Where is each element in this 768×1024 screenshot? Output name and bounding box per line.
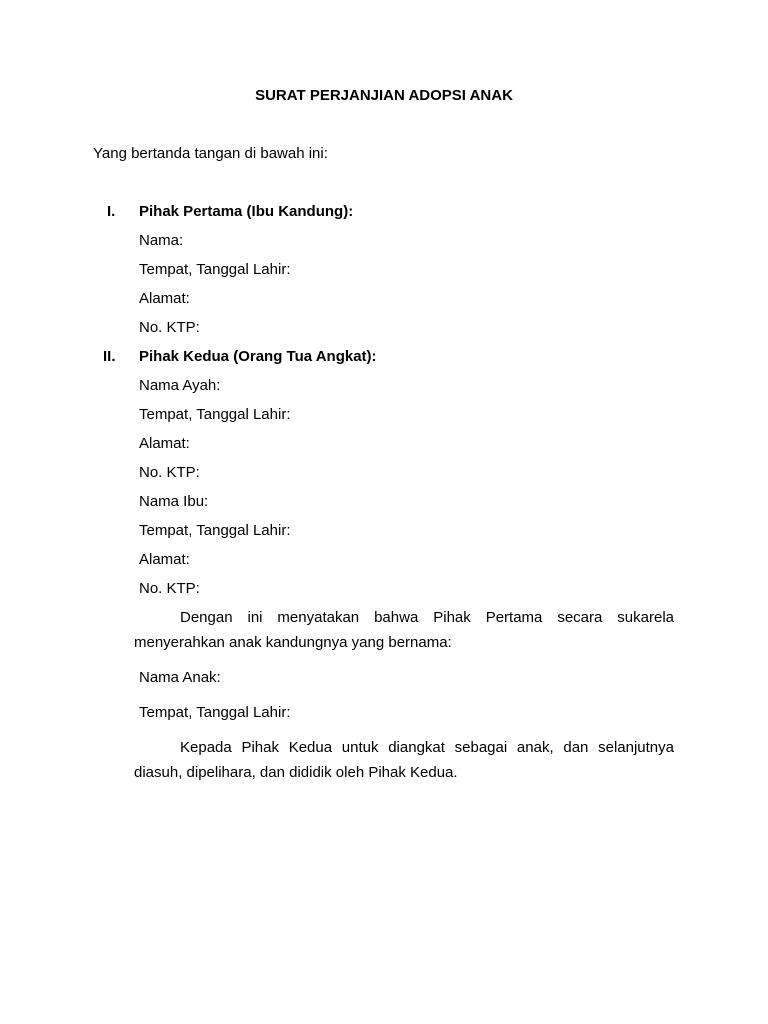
section2-field-alamat-ayah: Alamat: [139, 435, 190, 452]
section1-field-ktp: No. KTP: [139, 319, 200, 336]
statement-paragraph: Dengan ini menyatakan bahwa Pihak Pertama secara sukarela menyerahkan anak kandungnya yang bernama: [134, 609, 674, 651]
section2-field-ttl-ibu: Tempat, Tanggal Lahir: [139, 522, 291, 539]
section2-field-ktp-ibu: No. KTP: [139, 580, 200, 597]
intro-text: Yang bertanda tangan di bawah ini: [93, 145, 328, 162]
section1-field-alamat: Alamat: [139, 290, 190, 307]
section2-field-nama-ayah: Nama Ayah: [139, 377, 221, 394]
section2-heading: Pihak Kedua (Orang Tua Angkat): [139, 348, 377, 365]
section2-field-nama-ibu: Nama Ibu: [139, 493, 209, 510]
section1-number: I. [107, 203, 116, 220]
section2-number: II. [103, 348, 116, 365]
section2-field-ktp-ayah: No. KTP: [139, 464, 200, 481]
closing-paragraph: Kepada Pihak Kedua untuk diangkat sebagai anak, dan selanjutnya diasuh, dipelihara, dan dididik oleh Pihak Kedua. [134, 739, 674, 781]
section2-field-alamat-ibu: Alamat: [139, 551, 190, 568]
section1-field-nama: Nama: [139, 232, 184, 249]
section2-field-ttl-ayah: Tempat, Tanggal Lahir: [139, 406, 291, 423]
section1-heading: Pihak Pertama (Ibu Kandung): [139, 203, 354, 220]
child-field-nama: Nama Anak: [139, 669, 221, 686]
document-title: SURAT PERJANJIAN ADOPSI ANAK [255, 87, 513, 104]
child-field-ttl: Tempat, Tanggal Lahir: [139, 704, 291, 721]
section1-field-ttl: Tempat, Tanggal Lahir: [139, 261, 291, 278]
